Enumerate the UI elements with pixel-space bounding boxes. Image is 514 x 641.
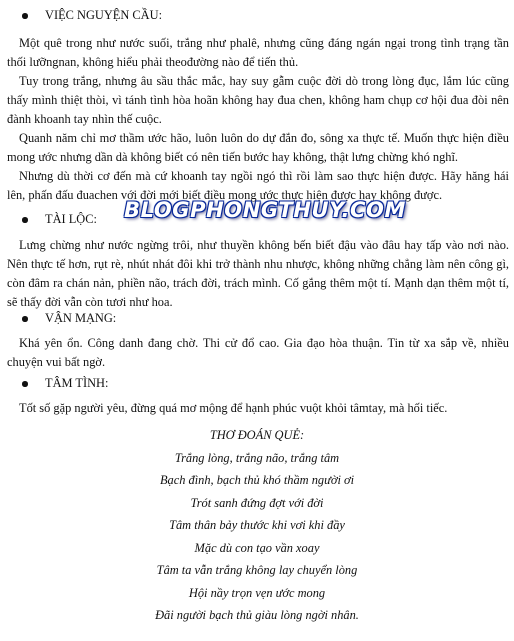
- poem-line: Mặc dù con tạo vần xoay: [194, 540, 320, 555]
- paragraph: Một quê trong như nước suối, trắng như phalê, nhưng cũng đáng ngán ngại trong tình trạng tần thối lưỡngnan, không hiểu phải theođường nào để tiến thủ.: [7, 36, 509, 69]
- section-heading-text: VẬN MẠNG:: [45, 311, 117, 325]
- bullet-icon: [22, 316, 28, 322]
- poem-line: Hội nầy trọn vẹn ước mong: [188, 585, 326, 600]
- paragraph: Tốt số gặp người yêu, đừng quá mơ mộng để hạnh phúc vuột khỏi tâmtay, mà hối tiếc.: [19, 401, 448, 415]
- paragraph: Tuy trong trắng, nhưng âu sầu thắc mắc, hay suy gẫm cuộc đời dò trong lòng đục, lắm lúc cũng thấy mình thiệt thòi, vì tánh tình hòa hoãn không hay đua chen, không ham chụp cơ hội đua đòi nên đành khoanh tay nhìn thế cuộc.: [7, 74, 509, 126]
- watermark-logo: BLOGPHONGTHUY.COM: [124, 198, 407, 222]
- poem-title: THƠ ĐOÁN QUẺ:: [209, 428, 305, 442]
- section-heading-text: TÂM TÌNH:: [45, 376, 109, 390]
- section-heading-text: TÀI LỘC:: [45, 212, 97, 226]
- paragraph: Nhưng dù thời cơ đến mà cứ khoanh tay ngồi ngó thì rồi làm sao thực hiện được. Hãy hăng hái lên, phấn đấu đuachen với đời mới biết điều mong ước thực hiện được hay không được.: [7, 169, 509, 202]
- paragraph: Lưng chừng như nước ngừng trôi, như thuyền không bến biết đậu vào đâu hay tấp vào nơi nào. Nên thực tế hơn, rụt rè, nhút nhát đôi khi trở thành nhu nhược, không những chẳng làm nên công gì, còn đâm ra chán nản, phiền não, trách đời, trách mình. Cố gắng thêm một tí. Mạnh dạn thêm một tí, sẽ thấy đời vẫn còn tươi như hoa.: [7, 238, 509, 309]
- poem-line: Trót sanh đứng đợt với đời: [190, 495, 324, 510]
- poem-line: Tâm thân bảy thước khi vơi khi đầy: [169, 518, 345, 532]
- bullet-icon: [22, 217, 28, 223]
- poem: [0, 424, 514, 627]
- poem-line: Bạch đình, bạch thủ khó thầm người ơi: [159, 473, 355, 487]
- poem-line: Đãi người bạch thủ giàu lòng ngời nhân.: [155, 608, 359, 622]
- bullet-icon: [22, 381, 28, 387]
- poem-line: Trắng lòng, trắng não, trắng tâm: [174, 450, 340, 465]
- paragraph: Quanh năm chỉ mơ thầm ước hão, luôn luôn do dự đắn đo, sông xa thực tế. Muốn thực hiện điều mong ước nhưng dần dà không biết có nên tiến bước hay không, thật lưng chừng khó nghĩ.: [7, 131, 509, 164]
- paragraph: Khá yên ổn. Công danh đang chờ. Thi cử đổ cao. Gia đạo hòa thuận. Tin từ xa sắp về, nhiều chuyện vui bất ngờ.: [7, 336, 509, 369]
- section-heading-text: VIỆC NGUYỆN CẦU:: [45, 8, 163, 22]
- bullet-icon: [22, 13, 28, 19]
- poem-line: Tâm ta vẫn trắng không lay chuyển lòng: [156, 563, 358, 577]
